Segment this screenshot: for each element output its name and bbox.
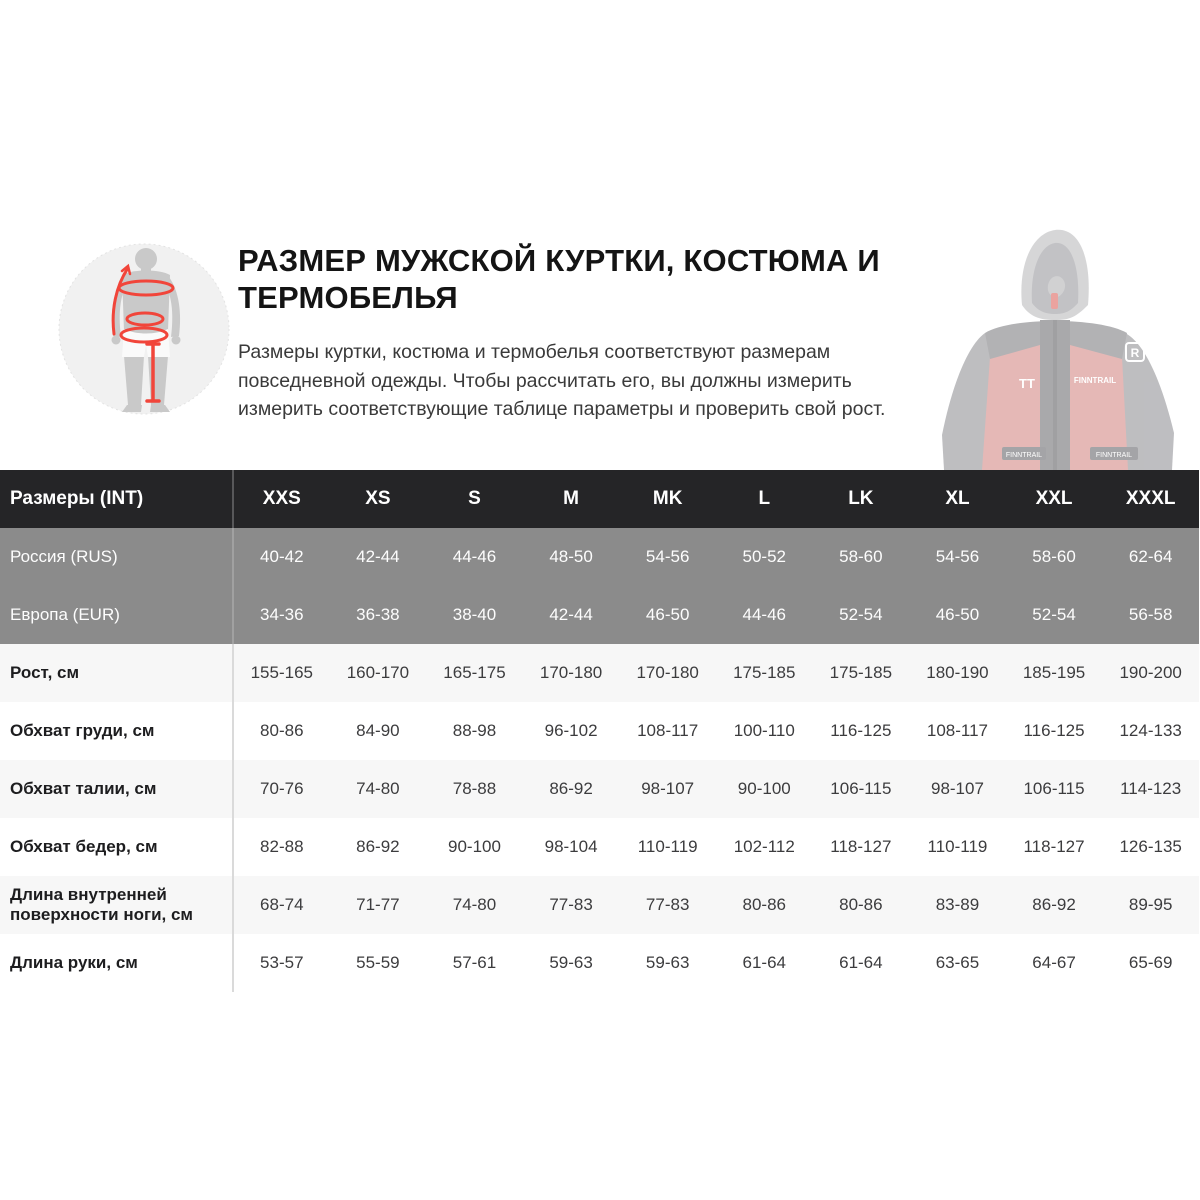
size-cell: 38-40	[426, 586, 523, 644]
size-cell: 90-100	[716, 760, 813, 818]
size-cell: 108-117	[909, 702, 1006, 760]
size-cell: 116-125	[1006, 702, 1103, 760]
size-cell: 86-92	[523, 760, 620, 818]
size-cell: 88-98	[426, 702, 523, 760]
size-cell: 58-60	[813, 528, 910, 586]
size-cell: 190-200	[1102, 644, 1199, 702]
row-label: Обхват талии, см	[0, 760, 233, 818]
size-table	[0, 470, 1200, 992]
size-cell: 86-92	[1006, 876, 1103, 934]
size-cell: 34-36	[233, 586, 330, 644]
size-cell: 80-86	[813, 876, 910, 934]
size-cell: 40-42	[233, 528, 330, 586]
size-cell: 52-54	[1006, 586, 1103, 644]
table-row	[0, 818, 1199, 876]
size-cell: 52-54	[813, 586, 910, 644]
size-cell: 56-58	[1102, 586, 1199, 644]
size-cell: 106-115	[813, 760, 910, 818]
size-cell: 63-65	[909, 934, 1006, 992]
table-row	[0, 934, 1199, 992]
size-cell: 170-180	[523, 644, 620, 702]
size-cell: 110-119	[909, 818, 1006, 876]
size-cell: 160-170	[330, 644, 427, 702]
size-cell: 110-119	[619, 818, 716, 876]
size-cell: 59-63	[523, 934, 620, 992]
table-row	[0, 876, 1199, 934]
size-cell: 68-74	[233, 876, 330, 934]
table-corner-label: Размеры (INT)	[0, 470, 233, 528]
column-header-mk: MK	[619, 470, 716, 528]
size-cell: 175-185	[716, 644, 813, 702]
size-cell: 54-56	[619, 528, 716, 586]
column-header-xxxl: XXXL	[1102, 470, 1199, 528]
size-cell: 44-46	[426, 528, 523, 586]
size-cell: 36-38	[330, 586, 427, 644]
size-cell: 82-88	[233, 818, 330, 876]
column-header-s: S	[426, 470, 523, 528]
size-cell: 98-107	[909, 760, 1006, 818]
size-cell: 116-125	[813, 702, 910, 760]
size-cell: 74-80	[330, 760, 427, 818]
column-header-xl: XL	[909, 470, 1006, 528]
size-cell: 48-50	[523, 528, 620, 586]
row-label: Обхват бедер, см	[0, 818, 233, 876]
table-row	[0, 528, 1199, 586]
header-section	[0, 0, 1200, 470]
row-label: Рост, см	[0, 644, 233, 702]
size-cell: 102-112	[716, 818, 813, 876]
page-title: РАЗМЕР МУЖСКОЙ КУРТКИ, КОСТЮМА И ТЕРМОБЕЛЬЯ	[238, 243, 880, 315]
size-cell: 175-185	[813, 644, 910, 702]
svg-text:FINNTRAIL: FINNTRAIL	[1073, 376, 1117, 385]
size-cell: 86-92	[330, 818, 427, 876]
size-cell: 106-115	[1006, 760, 1103, 818]
svg-text:FINNTRAIL: FINNTRAIL	[1005, 452, 1043, 459]
size-cell: 74-80	[426, 876, 523, 934]
size-cell: 96-102	[523, 702, 620, 760]
size-cell: 62-64	[1102, 528, 1199, 586]
size-cell: 98-104	[523, 818, 620, 876]
row-label: Длина внутренней поверхности ноги, см	[0, 876, 233, 934]
size-cell: 90-100	[426, 818, 523, 876]
size-cell: 185-195	[1006, 644, 1103, 702]
size-cell: 77-83	[523, 876, 620, 934]
size-table-section	[0, 470, 1200, 992]
size-cell: 50-52	[716, 528, 813, 586]
page-description: Размеры куртки, костюма и термобелья соответствуют размерам повседневной одежды. Чтобы рассчитать его, вы должны измерить измерить соответствующие таблице параметры и проверить свой рост.	[238, 341, 886, 421]
size-cell: 64-67	[1006, 934, 1103, 992]
row-label: Россия (RUS)	[0, 528, 233, 586]
size-cell: 53-57	[233, 934, 330, 992]
column-header-xxs: XXS	[233, 470, 330, 528]
column-header-xxl: XXL	[1006, 470, 1103, 528]
column-header-lk: LK	[813, 470, 910, 528]
size-cell: 126-135	[1102, 818, 1199, 876]
row-label: Обхват груди, см	[0, 702, 233, 760]
size-cell: 65-69	[1102, 934, 1199, 992]
size-cell: 100-110	[716, 702, 813, 760]
row-label: Европа (EUR)	[0, 586, 233, 644]
size-cell: 46-50	[909, 586, 1006, 644]
size-cell: 80-86	[716, 876, 813, 934]
size-cell: 180-190	[909, 644, 1006, 702]
body-measurement-illustration	[58, 238, 230, 420]
table-row	[0, 760, 1199, 818]
size-cell: 155-165	[233, 644, 330, 702]
size-cell: 114-123	[1102, 760, 1199, 818]
row-label: Длина руки, см	[0, 934, 233, 992]
size-cell: 70-76	[233, 760, 330, 818]
table-row	[0, 586, 1199, 644]
size-cell: 165-175	[426, 644, 523, 702]
column-header-xs: XS	[330, 470, 427, 528]
svg-text:R: R	[1130, 346, 1140, 360]
size-cell: 71-77	[330, 876, 427, 934]
body-measurement-icon	[58, 238, 230, 420]
size-cell: 170-180	[619, 644, 716, 702]
size-cell: 77-83	[619, 876, 716, 934]
svg-text:FINNTRAIL: FINNTRAIL	[1095, 452, 1133, 459]
header-text-block	[238, 243, 938, 424]
size-cell: 80-86	[233, 702, 330, 760]
size-cell: 61-64	[716, 934, 813, 992]
size-cell: 118-127	[813, 818, 910, 876]
size-cell: 46-50	[619, 586, 716, 644]
size-cell: 98-107	[619, 760, 716, 818]
size-cell: 55-59	[330, 934, 427, 992]
size-cell: 78-88	[426, 760, 523, 818]
size-cell: 118-127	[1006, 818, 1103, 876]
size-cell: 61-64	[813, 934, 910, 992]
size-cell: 59-63	[619, 934, 716, 992]
size-cell: 83-89	[909, 876, 1006, 934]
size-cell: 108-117	[619, 702, 716, 760]
size-cell: 44-46	[716, 586, 813, 644]
table-row	[0, 644, 1199, 702]
svg-text:TT: TT	[1019, 376, 1035, 391]
table-row	[0, 702, 1199, 760]
size-cell: 89-95	[1102, 876, 1199, 934]
size-cell: 57-61	[426, 934, 523, 992]
size-cell: 124-133	[1102, 702, 1199, 760]
jacket-product-image	[930, 225, 1200, 470]
column-header-l: L	[716, 470, 813, 528]
size-cell: 54-56	[909, 528, 1006, 586]
size-cell: 42-44	[330, 528, 427, 586]
jacket-icon	[930, 225, 1200, 470]
size-cell: 84-90	[330, 702, 427, 760]
size-cell: 58-60	[1006, 528, 1103, 586]
column-header-m: M	[523, 470, 620, 528]
size-cell: 42-44	[523, 586, 620, 644]
